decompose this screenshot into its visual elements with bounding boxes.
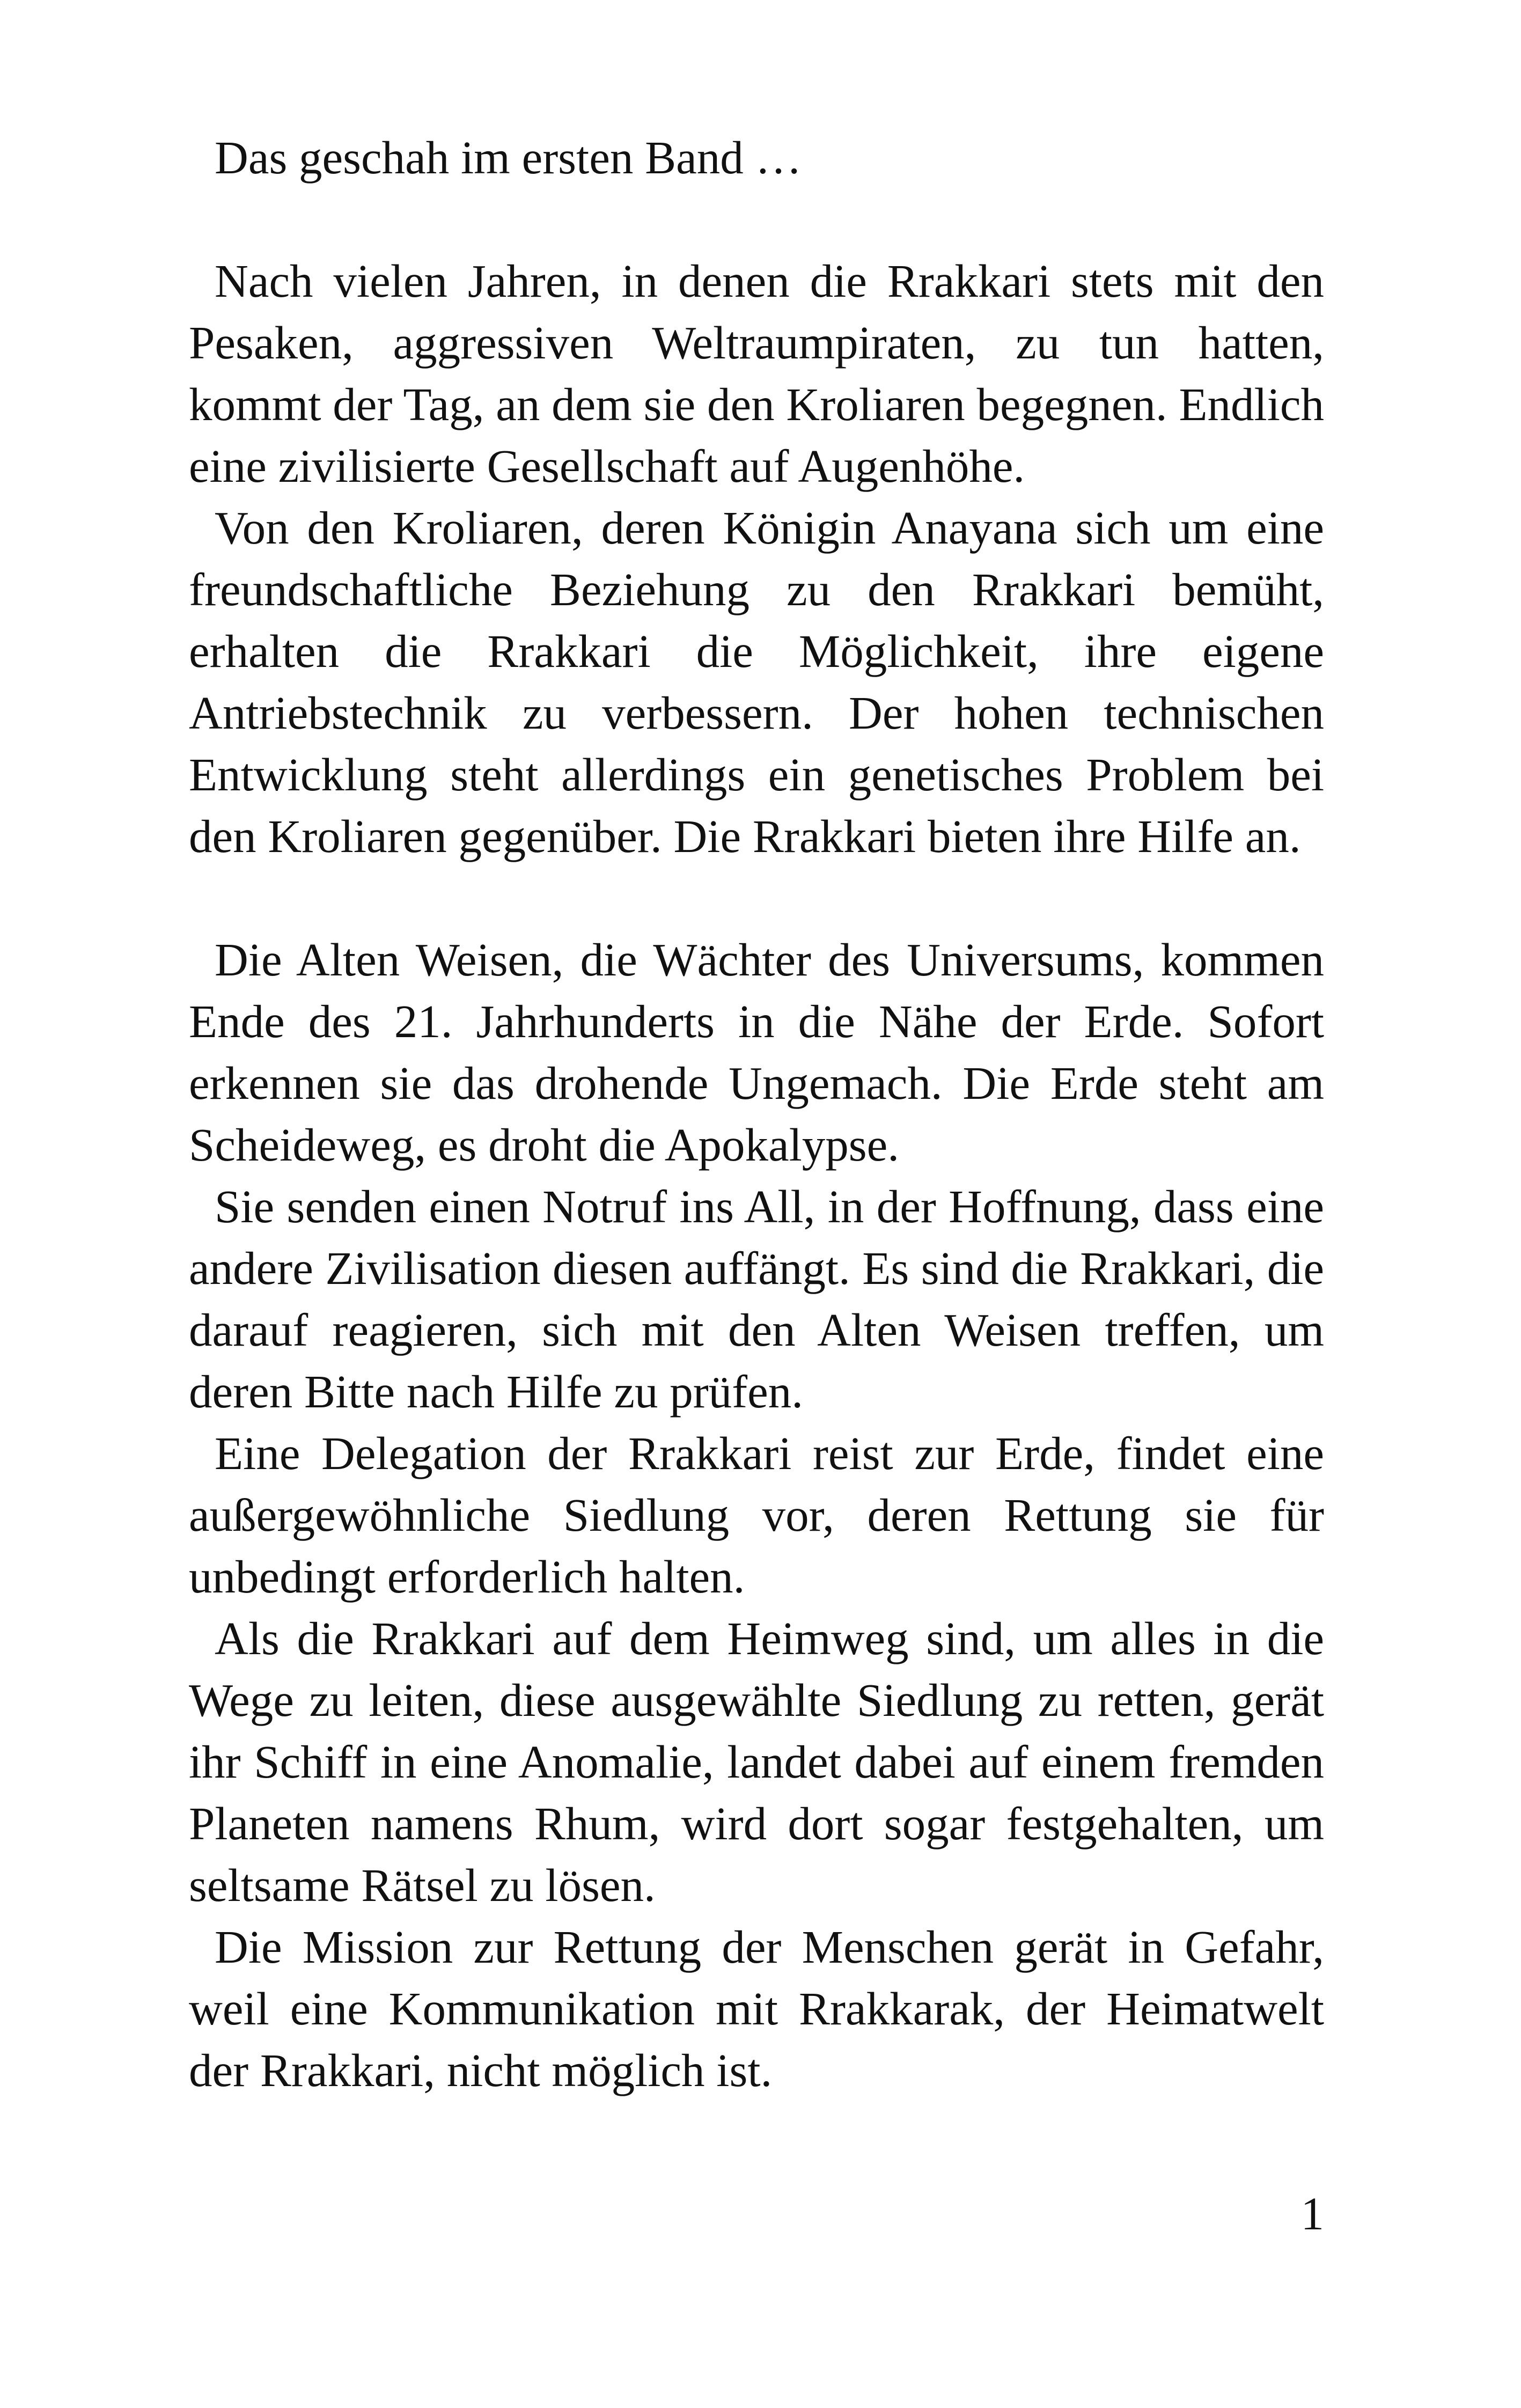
paragraph-1: Nach vielen Jahren, in denen die Rrakkari stets mit den Pesaken, aggressiven Weltraumpiraten, zu tun hatten, kommt der Tag, an dem sie den Kroliaren begegnen. Endlich eine zivilisierte Gesellschaft auf Augenhöhe. [189,255,1324,492]
paragraph-5: Eine Delegation der Rrakkari reist zur Erde, findet eine außergewöhnliche Siedlung vor, deren Rettung sie für unbedingt erforderlich halten. [189,1427,1324,1603]
paragraph-3: Die Alten Weisen, die Wächter des Universums, kommen Ende des 21. Jahrhunderts in die Nähe der Erde. Sofort erkennen sie das drohende Ungemach. Die Erde steht am Scheideweg, es droht die Apokalypse. [189,934,1324,1171]
paragraph-7: Die Mission zur Rettung der Menschen gerät in Gefahr, weil eine Kommunikation mit Rrakkarak, der Heimatwelt der Rrakkari, nicht möglich ist. [189,1921,1324,2096]
paragraph-gap [189,188,1324,250]
paragraph-gap [189,867,1324,929]
page-number: 1 [1300,2187,1324,2240]
paragraph-6: Als die Rrakkari auf dem Heimweg sind, um alles in die Wege zu leiten, diese ausgewählte Siedlung zu retten, gerät ihr Schiff in eine Anomalie, landet dabei auf einem fremden Planeten namens Rhum, wird dort sogar festgehalten, um seltsame Rätsel zu lösen. [189,1612,1324,1911]
intro-line: Das geschah im ersten Band … [215,131,802,183]
page-body [189,127,1324,2101]
paragraph-2: Von den Kroliaren, deren Königin Anayana sich um eine freundschaftliche Beziehung zu den Rrakkari bemüht, erhalten die Rrakkari die Möglichkeit, ihre eigene Antriebstechnik zu verbessern. Der hohen technischen Entwicklung steht allerdings ein genetisches Problem bei den Kroliaren gegenüber. Die Rrakkari bieten ihre Hilfe an. [189,502,1324,862]
paragraph-4: Sie senden einen Notruf ins All, in der Hoffnung, dass eine andere Zivilisation diesen auffängt. Es sind die Rrakkari, die darauf reagieren, sich mit den Alten Weisen treffen, um deren Bitte nach Hilfe zu prüfen. [189,1180,1324,1418]
